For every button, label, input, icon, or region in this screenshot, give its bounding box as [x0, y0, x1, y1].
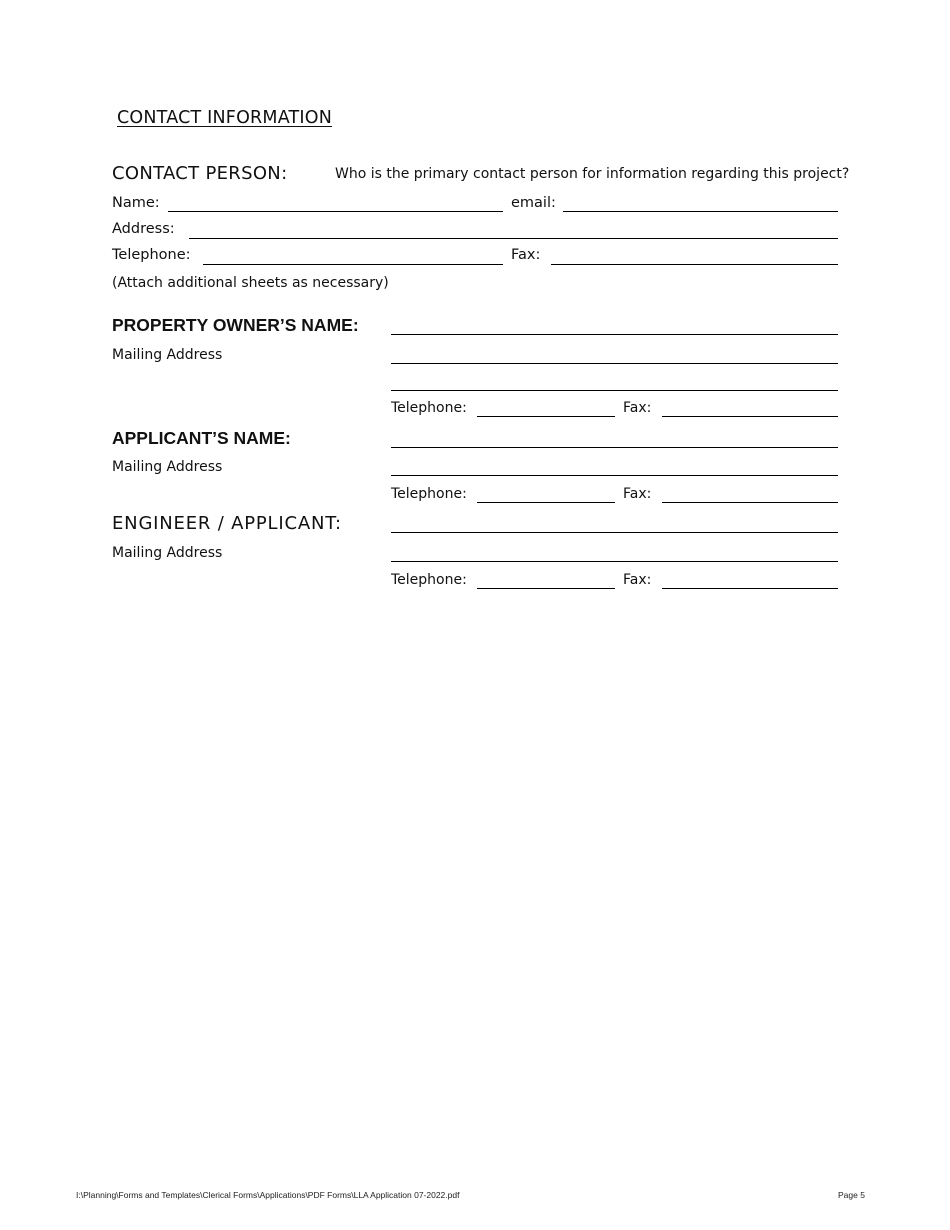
- engineer-mailing-label: Mailing Address: [112, 545, 223, 561]
- engineer-telephone-label: Telephone:: [391, 572, 467, 588]
- applicant-mailing-label: Mailing Address: [112, 459, 223, 475]
- property-owner-address-line-1: [391, 363, 838, 364]
- telephone-label: Telephone:: [112, 247, 191, 263]
- property-owner-name-line: [391, 334, 838, 335]
- name-label: Name:: [112, 195, 160, 211]
- fax-label: Fax:: [511, 247, 541, 263]
- applicant-heading: APPLICANT’S NAME:: [112, 428, 291, 448]
- contact-address-line: [189, 238, 838, 239]
- contact-telephone-field[interactable]: [203, 247, 507, 265]
- property-owner-mailing-label: Mailing Address: [112, 347, 223, 363]
- applicant-telephone-label: Telephone:: [391, 486, 467, 502]
- engineer-fax-line: [662, 588, 838, 589]
- email-label: email:: [511, 195, 556, 211]
- engineer-telephone-line: [477, 588, 615, 589]
- engineer-address-line: [391, 561, 838, 562]
- contact-person-heading: CONTACT PERSON:: [112, 163, 288, 184]
- property-owner-telephone-label: Telephone:: [391, 400, 467, 416]
- property-owner-address-line-2: [391, 390, 838, 391]
- applicant-address-line: [391, 475, 838, 476]
- property-owner-fax-line: [662, 416, 838, 417]
- applicant-name-line: [391, 447, 838, 448]
- property-owner-telephone-line: [477, 416, 615, 417]
- footer-page-number: Page 5: [838, 1190, 865, 1200]
- property-owner-heading: PROPERTY OWNER’S NAME:: [112, 315, 359, 335]
- contact-fax-line: [551, 264, 838, 265]
- engineer-name-line: [391, 532, 838, 533]
- contact-email-line: [563, 211, 838, 212]
- section-title: CONTACT INFORMATION: [117, 108, 333, 128]
- contact-name-line: [168, 211, 503, 212]
- applicant-fax-line: [662, 502, 838, 503]
- contact-address-field[interactable]: [189, 221, 842, 239]
- contact-telephone-line: [203, 264, 503, 265]
- contact-fax-field[interactable]: [551, 247, 842, 265]
- property-owner-fax-label: Fax:: [623, 400, 652, 416]
- applicant-fax-label: Fax:: [623, 486, 652, 502]
- engineer-fax-label: Fax:: [623, 572, 652, 588]
- applicant-telephone-line: [477, 502, 615, 503]
- footer-file-path: I:\Planning\Forms and Templates\Clerical Forms\Applications\PDF Forms\LLA Application 07-2022.pdf: [76, 1190, 460, 1200]
- engineer-heading: ENGINEER / APPLICANT:: [112, 513, 342, 534]
- contact-person-question: Who is the primary contact person for information regarding this project?: [335, 166, 850, 182]
- address-label: Address:: [112, 221, 175, 237]
- attach-note: (Attach additional sheets as necessary): [112, 275, 389, 291]
